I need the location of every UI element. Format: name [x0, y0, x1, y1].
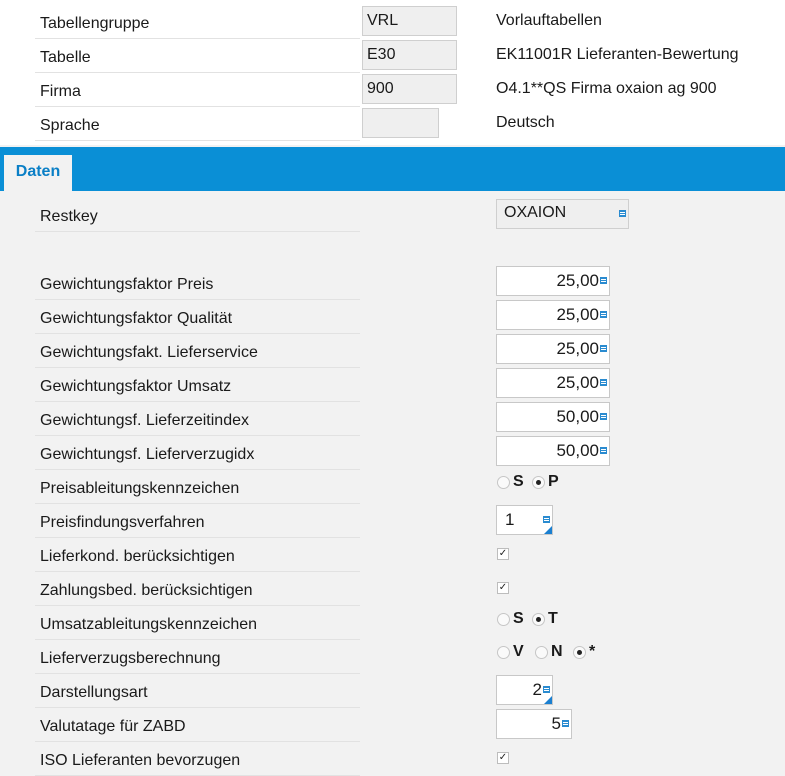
gewichtung-umsatz-value: 25,00: [556, 373, 599, 392]
radio-label: *: [589, 643, 596, 660]
preisfindung-field[interactable]: [496, 505, 553, 535]
preisfindung-value: 1: [505, 510, 515, 529]
dropdown-corner-icon[interactable]: [544, 526, 552, 534]
restkey-value: OXAION: [504, 204, 567, 221]
radio-label: S: [513, 473, 524, 490]
sprache-description: Deutsch: [496, 114, 555, 131]
gewichtung-qualitaet-field[interactable]: [496, 300, 610, 330]
umsatzableitung-label: Umsatzableitungskennzeichen: [40, 616, 258, 633]
list-icon[interactable]: [600, 379, 607, 386]
firma-description: O4.1**QS Firma oxaion ag 900: [496, 80, 717, 97]
gewichtung-lieferzeitindex-value: 50,00: [556, 407, 599, 426]
sprache-field[interactable]: [362, 108, 439, 138]
tabellengruppe-label: Tabellengruppe: [40, 15, 150, 32]
valutatage-field[interactable]: [496, 709, 572, 739]
dropdown-corner-icon[interactable]: [544, 696, 552, 704]
darstellungsart-value: 2: [532, 680, 542, 699]
gewichtung-lieferverzugidx-field[interactable]: [496, 436, 610, 466]
lieferverzug-label: Lieferverzugsberechnung: [40, 650, 221, 667]
list-icon[interactable]: [600, 311, 607, 318]
gewichtung-lieferverzugidx-value: 50,00: [556, 441, 599, 460]
gewichtung-lieferzeitindex-label: Gewichtungsf. Lieferzeitindex: [40, 412, 249, 429]
radio-circle[interactable]: [497, 613, 510, 626]
lieferkond-label: Lieferkond. berücksichtigen: [40, 548, 235, 565]
gewichtung-lieferservice-field[interactable]: [496, 334, 610, 364]
list-icon[interactable]: [562, 720, 569, 727]
iso-checkbox[interactable]: ✓: [498, 752, 508, 763]
darstellungsart-label: Darstellungsart: [40, 684, 148, 701]
preisfindung-label: Preisfindungsverfahren: [40, 514, 205, 531]
lieferkond-checkbox[interactable]: ✓: [498, 548, 508, 559]
gewichtung-lieferverzugidx-label: Gewichtungsf. Lieferverzugidx: [40, 446, 255, 463]
tab-bar: [0, 147, 785, 191]
tabelle-field[interactable]: E30: [362, 40, 457, 70]
tabelle-label: Tabelle: [40, 49, 91, 66]
tabelle-description: EK11001R Lieferanten-Bewertung: [496, 46, 739, 63]
radio-label: S: [513, 610, 524, 627]
list-icon[interactable]: [600, 345, 607, 352]
sprache-label: Sprache: [40, 117, 100, 134]
radio-label: T: [548, 610, 558, 627]
list-icon[interactable]: [600, 447, 607, 454]
radio-label: V: [513, 643, 524, 660]
preisableitung-label: Preisableitungskennzeichen: [40, 480, 240, 497]
radio-circle-selected[interactable]: [573, 646, 586, 659]
iso-label: ISO Lieferanten bevorzugen: [40, 752, 241, 769]
restkey-field[interactable]: [496, 199, 629, 229]
gewichtung-umsatz-label: Gewichtungsfaktor Umsatz: [40, 378, 232, 395]
radio-label: P: [548, 473, 559, 490]
valutatage-label: Valutatage für ZABD: [40, 718, 186, 735]
radio-circle[interactable]: [535, 646, 548, 659]
restkey-label: Restkey: [40, 208, 98, 225]
gewichtung-preis-label: Gewichtungsfaktor Preis: [40, 276, 214, 293]
list-icon[interactable]: [543, 686, 550, 693]
zahlungsbed-checkbox[interactable]: ✓: [498, 582, 508, 593]
gewichtung-lieferzeitindex-field[interactable]: [496, 402, 610, 432]
gewichtung-lieferservice-label: Gewichtungsfakt. Lieferservice: [40, 344, 258, 361]
gewichtung-qualitaet-value: 25,00: [556, 305, 599, 324]
radio-circle[interactable]: [497, 646, 510, 659]
firma-label: Firma: [40, 83, 81, 100]
header-panel: [0, 0, 785, 145]
radio-circle[interactable]: [497, 476, 510, 489]
radio-circle-selected[interactable]: [532, 613, 545, 626]
radio-circle-selected[interactable]: [532, 476, 545, 489]
gewichtung-umsatz-field[interactable]: [496, 368, 610, 398]
gewichtung-preis-field[interactable]: [496, 266, 610, 296]
list-icon[interactable]: [619, 210, 626, 217]
tab-daten[interactable]: Daten: [4, 153, 72, 191]
list-icon[interactable]: [543, 516, 550, 523]
gewichtung-qualitaet-label: Gewichtungsfaktor Qualität: [40, 310, 233, 327]
list-icon[interactable]: [600, 413, 607, 420]
list-icon[interactable]: [600, 277, 607, 284]
gewichtung-lieferservice-value: 25,00: [556, 339, 599, 358]
radio-label: N: [551, 643, 563, 660]
tabellengruppe-description: Vorlauftabellen: [496, 12, 602, 29]
gewichtung-preis-value: 25,00: [556, 271, 599, 290]
valutatage-value: 5: [551, 714, 561, 733]
darstellungsart-field[interactable]: [496, 675, 553, 705]
firma-field[interactable]: 900: [362, 74, 457, 104]
zahlungsbed-label: Zahlungsbed. berücksichtigen: [40, 582, 253, 599]
tabellengruppe-field[interactable]: VRL: [362, 6, 457, 36]
